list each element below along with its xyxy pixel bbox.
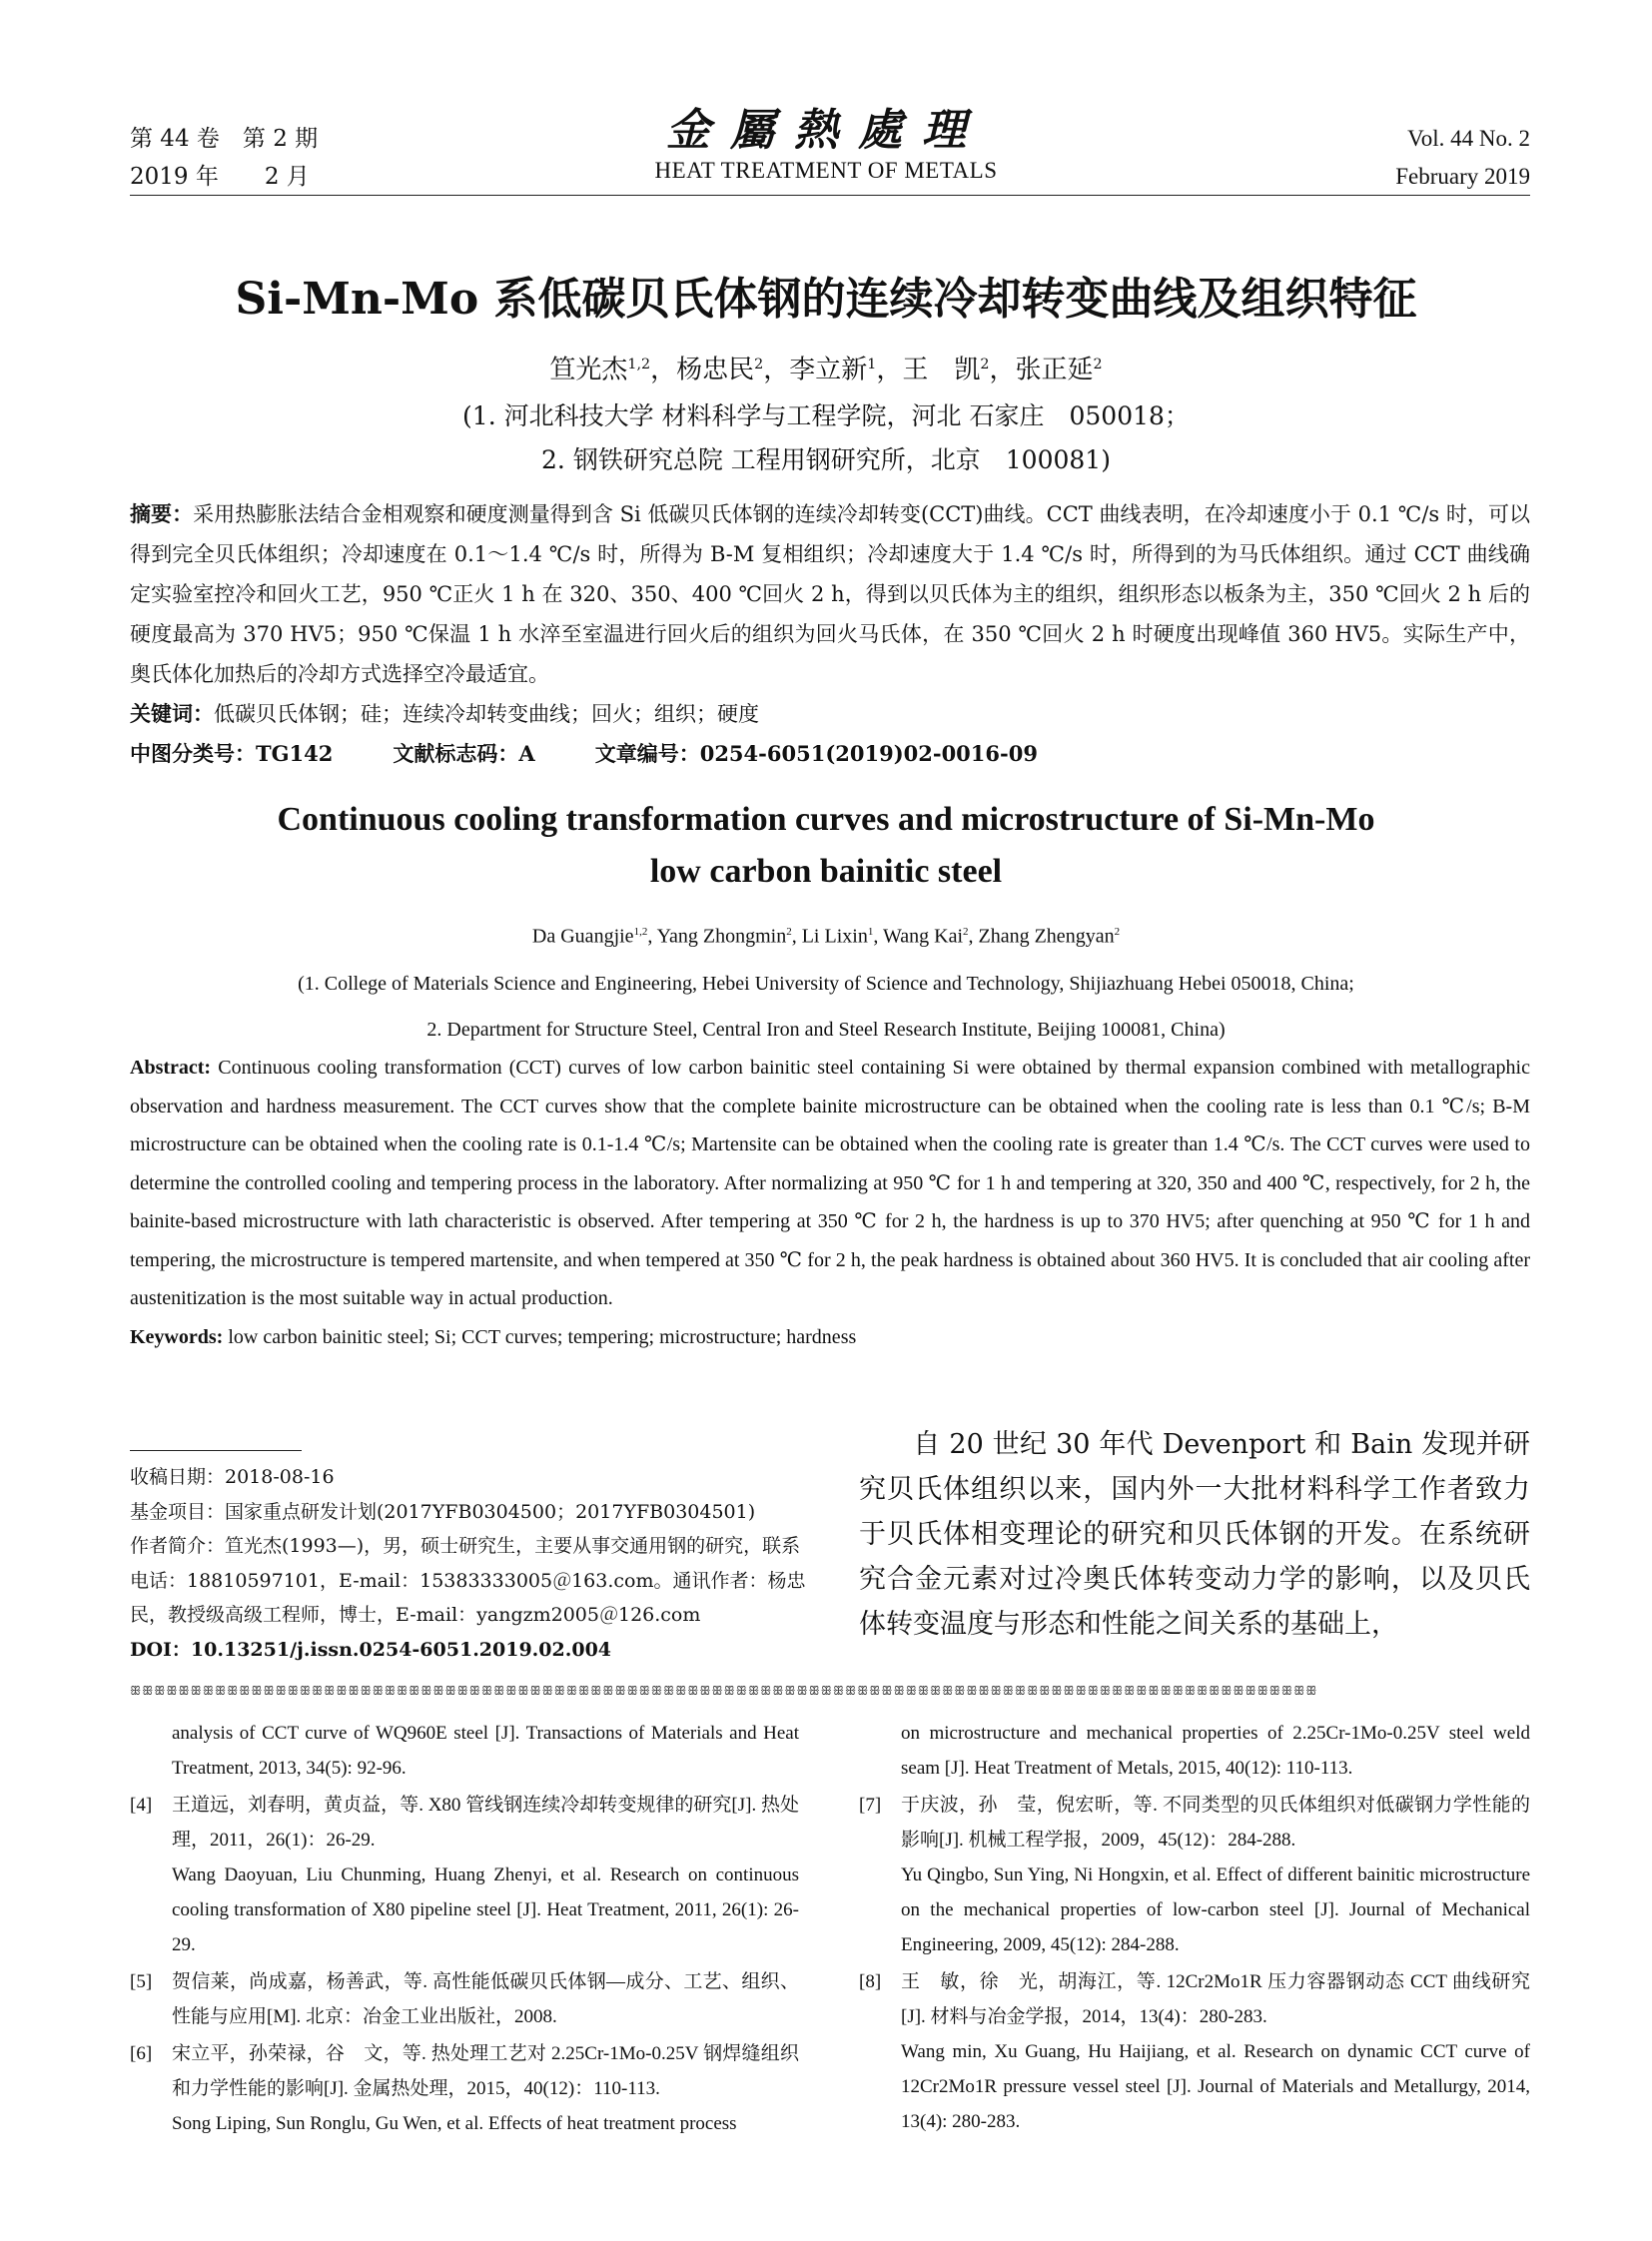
keywords-en-text: low carbon bainitic steel; Si; CCT curves; tempering; microstructure; hardness [228,1325,857,1348]
author-affil-mark: 1 [867,926,874,938]
author-affil-mark: 2 [1114,926,1121,938]
intro-text: 自 20 世纪 30 年代 Devenport 和 Bain 发现并研究贝氏体组织以来，国内外一大批材料科学工作者致力于贝氏体相变理论的研究和贝氏体钢的开发。在系统研究合金元素对过冷奥氏体转变动力学的影响，以及贝氏体转变温度与形态和性能之间关系的基础上， [859,1429,1530,1640]
issue-info-en [1395,120,1530,196]
abstract-cn-body [130,494,1530,694]
reference-line: 宋立平，孙荣禄，谷 文，等. 热处理工艺对 2.25Cr-1Mo-0.25V 钢焊缝组织和力学性能的影响[J]. 金属热处理，2015，40(12)：110-113. [172,2043,799,2099]
affiliation-line: 2. Department for Structure Steel, Central Iron and Steel Research Institute, Beijing 100081, China) [426,1019,1226,1041]
ornament-divider: ꕥꕥꕥꕥꕥꕥꕥꕥꕥꕥꕥꕥꕥꕥꕥꕥꕥꕥꕥꕥꕥꕥꕥꕥꕥꕥꕥꕥꕥꕥꕥꕥꕥꕥꕥꕥꕥꕥꕥꕥꕥꕥꕥꕥꕥꕥꕥꕥꕥꕥꕥꕥꕥꕥꕥꕥꕥꕥꕥꕥꕥꕥꕥꕥꕥꕥꕥꕥꕥꕥꕥꕥꕥꕥꕥꕥꕥꕥꕥꕥꕥꕥꕥꕥꕥꕥꕥꕥꕥꕥꕥꕥꕥꕥꕥꕥꕥꕥ [130,1684,1318,1698]
author-name: ，张正延 [989,355,1094,385]
reference-line: Yu Qingbo, Sun Ying, Ni Hongxin, et al. Effect of different bainitic microstructure on the mechanical properties of low-carbon steel [J]. Journal of Mechanical Engineering, 2009, 45(12): 284-288. [901,1865,1530,1955]
abstract-cn [130,494,1530,774]
author-name: , Wang Kai [873,925,963,948]
reference-line: 王 敏，徐 光，胡海江，等. 12Cr2Mo1R 压力容器钢动态 CCT 曲线研究[J]. 材料与冶金学报，2014，13(4)：280-283. [901,1971,1530,2027]
author-name: ，王 凯 [876,355,981,385]
reference-number: [8] [859,1971,882,1992]
paper-title-en-line: low carbon bainitic steel [649,853,1003,890]
footnote-rule [130,1450,302,1451]
classification-line [130,734,1530,774]
reference-item [130,2036,799,2141]
reference-item [859,1716,1530,1786]
affiliations-cn [0,394,1652,482]
author-affil-mark: 2 [786,926,792,938]
author-affil-mark: 2 [1093,357,1103,373]
reference-item [130,1716,799,1786]
author-name: 笪光杰 [549,355,628,385]
volume-cn: 第 44 卷 第 2 期 [130,126,319,152]
date-en: February 2019 [1395,164,1530,189]
reference-line: 王道远，刘春明，黄贞益，等. X80 管线钢连续冷却转变规律的研究[J]. 热处理，2011，26(1)：26-29. [172,1795,799,1851]
author-name: , Zhang Zhengyan [968,925,1115,948]
reference-number: [6] [130,2043,153,2064]
paper-title-en-line: Continuous cooling transformation curves and microstructure of Si-Mn-Mo [277,801,1375,838]
clc-value: TG142 [256,741,334,766]
author-affil-mark: 1 [867,357,877,373]
reference-number: [4] [130,1795,153,1816]
intro-paragraph [859,1422,1530,1647]
author-affil-mark: 1,2 [633,926,648,938]
affiliation-line: (1. College of Materials Science and Engineering, Hebei University of Science and Technology, Shijiazhuang Hebei 050018, China; [298,973,1354,995]
reference-line: Song Liping, Sun Ronglu, Gu Wen, et al. Effects of heat treatment process [172,2113,737,2134]
reference-item [859,1964,1530,2139]
header-rule [130,195,1530,196]
reference-item [130,1964,799,2034]
author-name: , Yang Zhongmin [647,925,787,948]
abstract-en [130,1049,1530,1356]
abstract-cn-text: 采用热膨胀法结合金相观察和硬度测量得到含 Si 低碳贝氏体钢的连续冷却转变(CCT)曲线。CCT 曲线表明，在冷却速度小于 0.1 ℃/s 时，可以得到完全贝氏体组织；冷却速度在 0.1～1.4 ℃/s 时，所得为 B-M 复相组织；冷却速度大于 1.4 ℃/s 时，所得到的为马氏体组织。通过 CCT 曲线确定实验室控冷和回火工艺，950 ℃正火 1 h 在 320、350、400 ℃回火 2 h，得到以贝氏体为主的组织，组织形态以板条为主，350 ℃回火 2 h 后的硬度最高为 370 HV5；950 ℃保温 1 h 水淬至室温进行回火后的组织为回火马氏体，在 350 ℃回火 2 h 时硬度出现峰值 360 HV5。实际生产中，奥氏体化加热后的冷却方式选择空冷最适宜。 [130,502,1531,686]
authors-en [0,917,1652,952]
reference-number: [5] [130,1971,153,1992]
article-no-label: 文章编号： [594,741,700,766]
author-affil-mark: 2 [754,357,764,373]
reference-line: 贺信莱，尚成嘉，杨善武，等. 高性能低碳贝氏体钢—成分、工艺、组织、性能与应用[M]. 北京：冶金工业出版社，2008. [172,1971,799,2027]
affiliation-line: (1. 河北科技大学 材料科学与工程学院，河北 石家庄 050018； [462,401,1190,430]
author-affil-mark: 2 [980,357,990,373]
received-date: 收稿日期：2018-08-16 [130,1466,335,1488]
reference-item [859,1788,1530,1962]
keywords-cn-text: 低碳贝氏体钢；硅；连续冷却转变曲线；回火；组织；硬度 [214,702,759,726]
doc-code-label: 文献标志码： [393,741,519,766]
author-affil-mark: 1,2 [627,357,651,373]
date-cn: 2019 年 2 月 [130,164,310,190]
reference-line: analysis of CCT curve of WQ960E steel [J]. Transactions of Materials and Heat Treatment, 2013, 34(5): 92-96. [172,1723,799,1779]
keywords-cn [130,694,1530,734]
reference-line: on microstructure and mechanical properties of 2.25Cr-1Mo-0.25V steel weld seam [J]. Heat Treatment of Metals, 2015, 40(12): 110-113. [901,1723,1530,1779]
doi: DOI：10.13251/j.issn.0254-6051.2019.02.004 [130,1638,612,1661]
keywords-cn-label: 关键词： [130,701,214,726]
affiliations-en [0,961,1652,1053]
author-bio: 作者简介：笪光杰(1993—)，男，硕士研究生，主要从事交通用钢的研究，联系电话：18810597101，E-mail：15383333005＠163.com。通讯作者：杨忠民，教授级高级工程师，博士，E-mail：yangzm2005＠126.com [130,1535,806,1626]
reference-line: Wang min, Xu Guang, Hu Haijiang, et al. Research on dynamic CCT curve of 12Cr2Mo1R pressure vessel steel [J]. Journal of Materials and Metallurgy, 2014, 13(4): 280-283. [901,2041,1530,2132]
author-name: ，杨忠民 [650,355,755,385]
reference-line: 于庆波，孙 莹，倪宏昕，等. 不同类型的贝氏体组织对低碳钢力学性能的影响[J]. 机械工程学报，2009，45(12)：284-288. [901,1795,1530,1851]
abstract-en-label: Abstract: [130,1057,212,1079]
reference-line: Wang Daoyuan, Liu Chunming, Huang Zhenyi, et al. Research on continuous cooling transformation of X80 pipeline steel [J]. Heat Treatment, 2011, 26(1): 26-29. [172,1865,799,1955]
footnotes [130,1460,809,1667]
affiliation-line: 2. 钢铁研究总院 工程用钢研究所，北京 100081) [541,445,1111,474]
references-left [130,1716,799,2143]
keywords-en-label: Keywords: [130,1325,224,1348]
clc-label: 中图分类号： [130,741,256,766]
authors-cn [0,345,1652,390]
author-name: , Li Lixin [791,925,868,948]
article-no-value: 0254-6051(2019)02-0016-09 [699,741,1038,766]
references-right [859,1716,1530,2141]
abstract-cn-label: 摘要： [130,501,194,526]
funding: 基金项目：国家重点研发计划(2017YFB0304500；2017YFB0304501) [130,1500,756,1523]
reference-number: [7] [859,1795,882,1816]
doc-code-value: A [518,741,535,766]
volume-en: Vol. 44 No. 2 [1407,126,1530,151]
paper-title-en [0,794,1652,898]
abstract-en-body [130,1049,1530,1318]
reference-item [130,1788,799,1962]
journal-logo-cn: 金屬熱處理 [666,105,986,156]
keywords-en [130,1318,1530,1357]
author-name: ，李立新 [763,355,868,385]
paper-title-cn: Si-Mn-Mo 系低碳贝氏体钢的连续冷却转变曲线及组织特征 [235,274,1417,325]
author-affil-mark: 2 [963,926,969,938]
author-name: Da Guangjie [531,925,634,948]
journal-name-en: HEAT TREATMENT OF METALS [654,158,998,183]
abstract-en-text: Continuous cooling transformation (CCT) curves of low carbon bainitic steel containing Si were obtained by thermal expansion combined with metallographic observation and hardness measurement. The CCT curves show that the complete bainite microstructure can be obtained when the cooling rate is less than 0.1 ℃/s; B-M microstructure can be obtained when the cooling rate is 0.1-1.4 ℃/s; Martensite can be obtained when the cooling rate is greater than 1.4 ℃/s. The CCT curves were used to determine the controlled cooling and tempering process in the laboratory. After normalizing at 950 ℃ for 1 h and tempering at 320, 350 and 400 ℃, respectively, for 2 h, the bainite-based microstructure with lath characteristic is observed. After tempering at 350 ℃ for 2 h, the hardness is up to 370 HV5; after quenching at 950 ℃ for 1 h and tempering, the microstructure is tempered martensite, and when tempered at 350 ℃ for 2 h, the peak hardness is obtained about 360 HV5. It is concluded that air cooling after austenitization is the most suitable way in actual production. [130,1057,1530,1309]
